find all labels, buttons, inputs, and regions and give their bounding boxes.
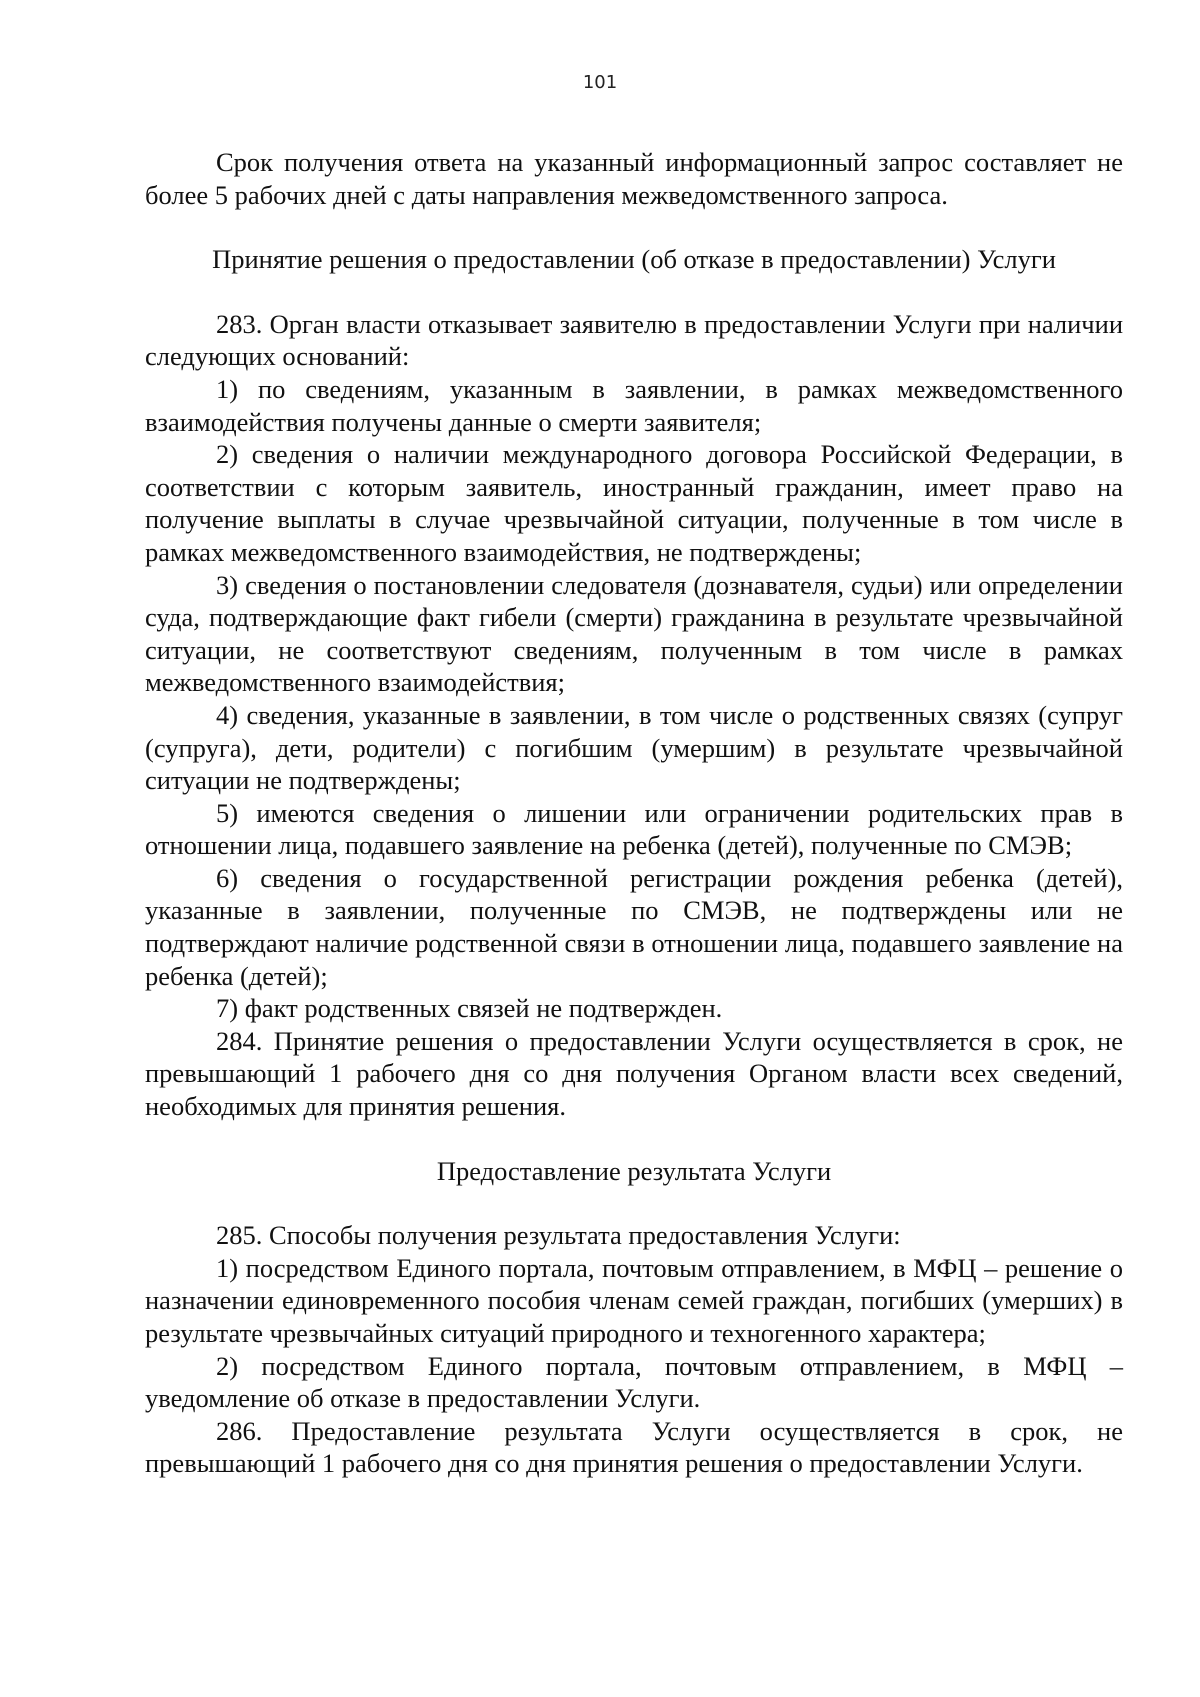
paragraph: 2) сведения о наличии международного договора Российской Федерации, в соответствии с которым заявитель, иностранный гражданин, имеет право на получение выплаты в случае чрезвычайной ситуации, полученные в том числе в рамках межведомственного взаимодействия, не подтверждены; [145,439,1123,567]
paragraph: 3) сведения о постановлении следователя (дознавателя, судьи) или определении суда, подтверждающие факт гибели (смерти) гражданина в результате чрезвычайной ситуации, не соответствуют сведениям, полученным в том числе в рамках межведомственного взаимодействия; [145,569,1123,698]
paragraph: 283. Орган власти отказывает заявителю в предоставлении Услуги при наличии следующих оснований: [145,308,1123,372]
document-body [145,146,1123,1480]
section-spacer [145,1187,1123,1219]
page-number: 101 [582,72,618,93]
section-heading: Принятие решения о предоставлении (об отказе в предоставлении) Услуги [212,244,1056,275]
paragraph: 284. Принятие решения о предоставлении Услуги осуществляется в срок, не превышающий 1 рабочего дня со дня получения Органом власти всех сведений, необходимых для принятия решения. [145,1025,1123,1122]
section-heading: Предоставление результата Услуги [436,1155,832,1186]
section-spacer [145,276,1123,308]
paragraph: 4) сведения, указанные в заявлении, в том числе о родственных связях (супруг (супруга), дети, родители) с погибшим (умершим) в результате чрезвычайной ситуации не подтверждены; [145,699,1123,796]
paragraph: 6) сведения о государственной регистрации рождения ребенка (детей), указанные в заявлении, полученные по СМЭВ, не подтверждены или не подтверждают наличие родственной связи в отношении лица, подавшего заявление на ребенка (детей); [145,862,1123,991]
paragraph: 2) посредством Единого портала, почтовым отправлением, в МФЦ – уведомление об отказе в предоставлении Услуги. [145,1350,1123,1414]
section-spacer [145,211,1123,243]
paragraph: Срок получения ответа на указанный информационный запрос составляет не более 5 рабочих дней с даты направления межведомственного запроса. [145,147,1123,210]
paragraph: 286. Предоставление результата Услуги осуществляется в срок, не превышающий 1 рабочего дня со дня принятия решения о предоставлении Услуги. [145,1415,1123,1479]
paragraph: 1) посредством Единого портала, почтовым отправлением, в МФЦ – решение о назначении единовременного пособия членам семей граждан, погибших (умерших) в результате чрезвычайных ситуаций природного и техногенного характера; [145,1252,1123,1348]
paragraph: 285. Способы получения результата предоставления Услуги: [216,1220,901,1251]
section-spacer [145,1123,1123,1155]
paragraph: 1) по сведениям, указанным в заявлении, в рамках межведомственного взаимодействия получены данные о смерти заявителя; [145,373,1123,437]
paragraph: 5) имеются сведения о лишении или ограничении родительских прав в отношении лица, подавшего заявление на ребенка (детей), полученные по СМЭВ; [145,797,1123,861]
paragraph: 7) факт родственных связей не подтвержден. [216,993,723,1024]
